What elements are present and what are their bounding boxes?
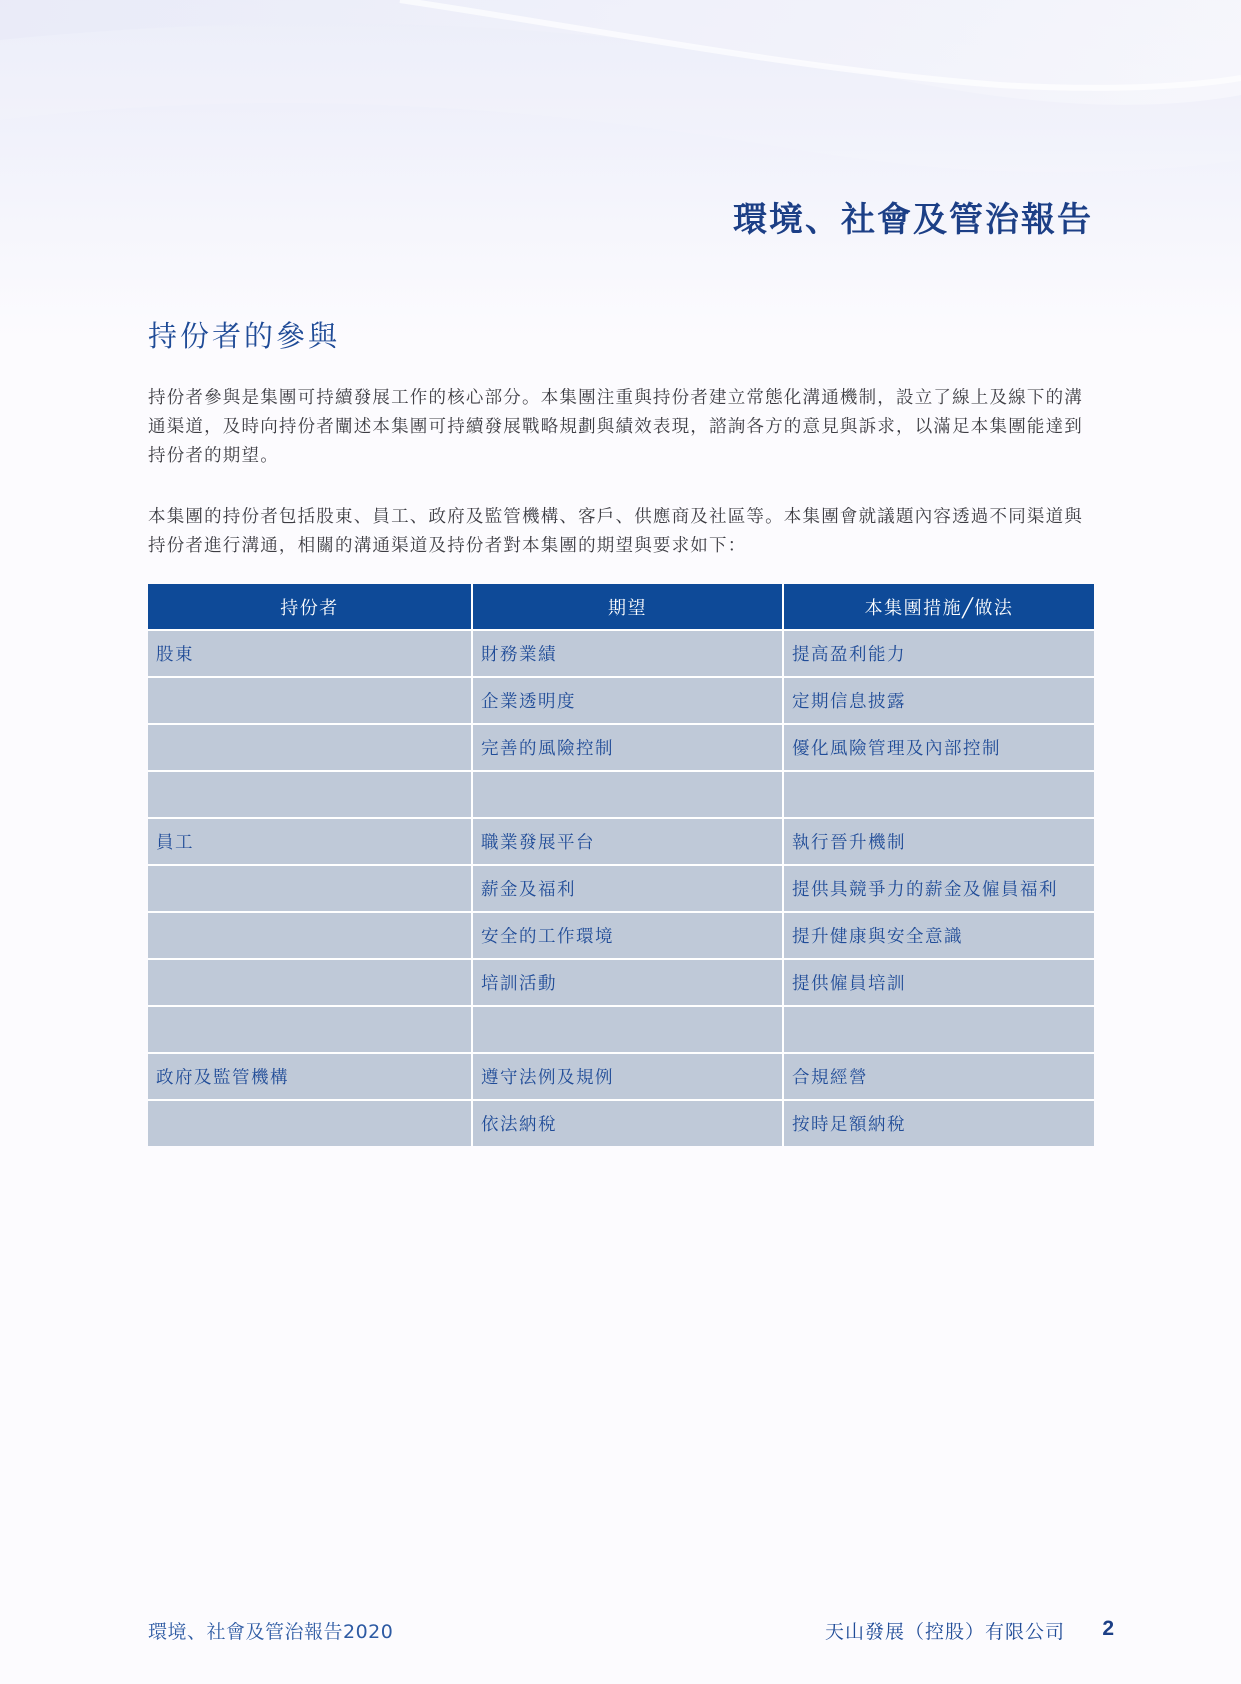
table-row	[148, 959, 1094, 1006]
table-row	[148, 865, 1094, 912]
table-row	[148, 1006, 1094, 1053]
table-row	[148, 724, 1094, 771]
table-cell: 薪金及福利	[472, 865, 783, 912]
table-cell: 完善的風險控制	[472, 724, 783, 771]
table-row	[148, 1053, 1094, 1100]
table-cell: 提升健康與安全意識	[783, 912, 1094, 959]
table-row	[148, 818, 1094, 865]
table-cell	[148, 959, 472, 1006]
table-cell: 財務業績	[472, 630, 783, 677]
table-cell: 遵守法例及規例	[472, 1053, 783, 1100]
table-row	[148, 1100, 1094, 1146]
stakeholder-table	[148, 584, 1094, 1146]
table-cell: 政府及監管機構	[148, 1053, 472, 1100]
section-title: 持份者的參與	[148, 319, 341, 353]
column-header-measures: 本集團措施╱做法	[783, 584, 1094, 630]
table-cell	[148, 677, 472, 724]
table-cell: 定期信息披露	[783, 677, 1094, 724]
table-cell	[148, 912, 472, 959]
table-cell	[148, 771, 472, 818]
table-cell	[472, 771, 783, 818]
table-cell	[783, 771, 1094, 818]
table-cell: 提高盈利能力	[783, 630, 1094, 677]
table-cell: 依法納稅	[472, 1100, 783, 1146]
table-cell: 執行晉升機制	[783, 818, 1094, 865]
table-cell	[148, 865, 472, 912]
table-row	[148, 630, 1094, 677]
footer-company-name: 天山發展（控股）有限公司	[824, 1621, 1065, 1643]
table-row	[148, 677, 1094, 724]
table-cell: 安全的工作環境	[472, 912, 783, 959]
table-cell	[148, 1100, 472, 1146]
intro-paragraph: 持份者參與是集團可持續發展工作的核心部分。本集團注重與持份者建立常態化溝通機制，設立了線上及線下的溝通渠道，及時向持份者闡述本集團可持續發展戰略規劃與績效表現，諮詢各方的意見與訴求，以滿足本集團能達到持份者的期望。	[148, 388, 1083, 466]
stakeholder-paragraph: 本集團的持份者包括股東、員工、政府及監管機構、客戶、供應商及社區等。本集團會就議題內容透過不同渠道與持份者進行溝通，相關的溝通渠道及持份者對本集團的期望與要求如下：	[148, 507, 1083, 556]
table-cell: 合規經營	[783, 1053, 1094, 1100]
table-cell: 職業發展平台	[472, 818, 783, 865]
table-cell	[783, 1006, 1094, 1053]
table-cell	[472, 1006, 783, 1053]
table-cell: 優化風險管理及內部控制	[783, 724, 1094, 771]
column-header-stakeholder: 持份者	[148, 584, 472, 630]
table-cell: 提供僱員培訓	[783, 959, 1094, 1006]
table-cell	[148, 1006, 472, 1053]
table-row	[148, 912, 1094, 959]
column-header-expectation: 期望	[472, 584, 783, 630]
table-cell: 按時足額納稅	[783, 1100, 1094, 1146]
table-cell: 企業透明度	[472, 677, 783, 724]
table-cell: 提供具競爭力的薪金及僱員福利	[783, 865, 1094, 912]
page-number: 2	[1102, 1617, 1114, 1640]
table-row	[148, 771, 1094, 818]
background-swoosh	[0, 0, 1241, 340]
footer-report-name: 環境、社會及管治報告2020	[148, 1621, 394, 1643]
table-cell	[148, 724, 472, 771]
table-cell: 股東	[148, 630, 472, 677]
table-cell: 培訓活動	[472, 959, 783, 1006]
table-header-row	[148, 584, 1094, 630]
table-cell: 員工	[148, 818, 472, 865]
report-header-title: 環境、社會及管治報告	[733, 200, 1093, 240]
